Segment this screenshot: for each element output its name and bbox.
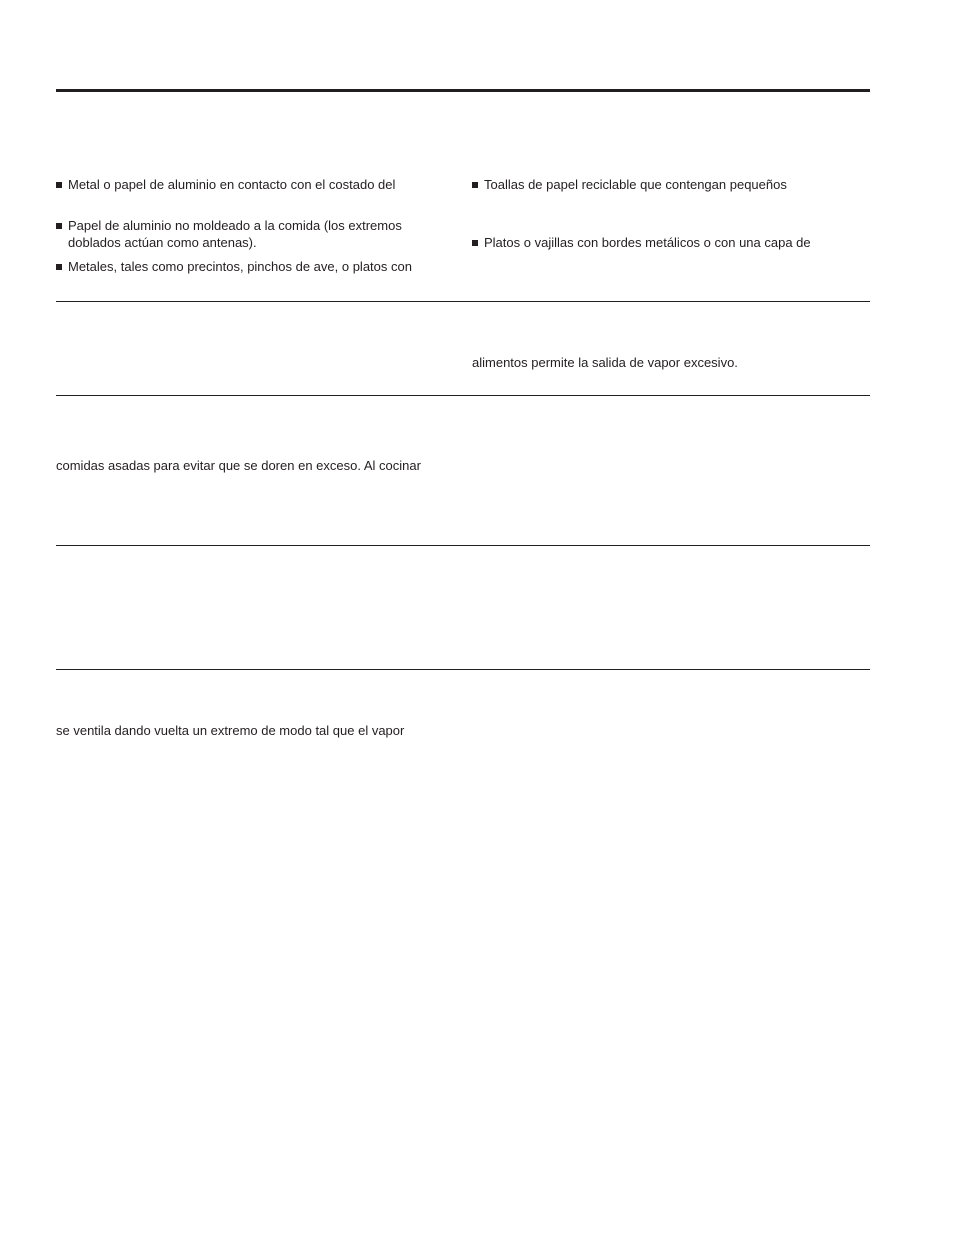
list-item — [56, 258, 412, 275]
bullet-icon — [56, 217, 68, 234]
paragraph-text: se ventila dando vuelta un extremo de modo tal que el vapor — [56, 723, 405, 738]
list-item — [472, 234, 811, 251]
list-item — [56, 176, 395, 193]
list-item-text: Papel de aluminio no moldeado a la comida (los extremos — [68, 218, 402, 233]
list-item-text: Metal o papel de aluminio en contacto con el costado del — [68, 177, 396, 192]
list-item-continuation: doblados actúan como antenas). — [68, 235, 257, 250]
top-rule — [56, 89, 870, 92]
section-divider — [56, 395, 870, 396]
list-item-text: Platos o vajillas con bordes metálicos o con una capa de — [484, 235, 811, 250]
list-item-text: Toallas de papel reciclable que contengan pequeños — [484, 177, 787, 192]
paragraph-text: alimentos permite la salida de vapor excesivo. — [472, 355, 738, 370]
bullet-icon — [56, 176, 68, 193]
paragraph-text: comidas asadas para evitar que se doren en exceso. Al cocinar — [56, 458, 421, 473]
section-divider — [56, 545, 870, 546]
bullet-icon — [472, 234, 484, 251]
bullet-icon — [472, 176, 484, 193]
section-divider — [56, 669, 870, 670]
bullet-icon — [56, 258, 68, 275]
list-item — [472, 176, 787, 193]
list-item-text: Metales, tales como precintos, pinchos de ave, o platos con — [68, 259, 412, 274]
section-divider — [56, 301, 870, 302]
list-item — [56, 217, 402, 234]
